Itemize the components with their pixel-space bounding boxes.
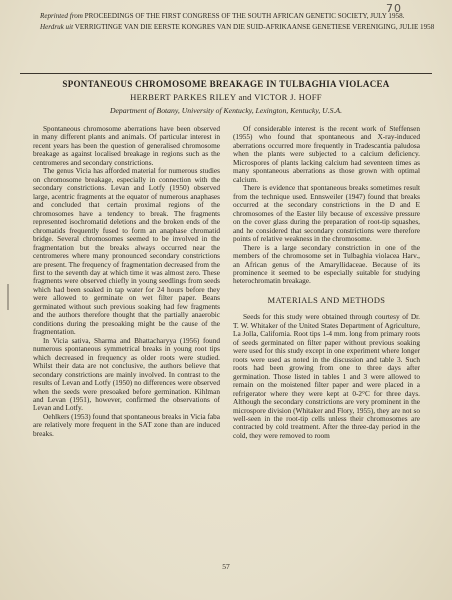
header-divider: [20, 73, 432, 74]
paragraph: Of considerable interest is the recent work of Steffensen (1955) who found that spontaneous and X-ray-induced aberrations occurred more frequently in Tradescantia paludosa when the plants were subjected to a calcium deficiency. Microspores of plants lacking calcium had seventeen times as many spontaneous aberrations as those grown with optimal calcium.: [233, 124, 420, 184]
paragraph: There is evidence that spontaneous breaks sometimes result from the technique used. Ennsweiler (1947) found that breaks occurred at the secondary constrictions in the D and E chromosomes of the Easter lily because of excessive pressure on the cover glass during the preparation of root-tip squashes, and he considered that secondary constrictions were therefore points of relative weakness in the chromosome.: [233, 183, 420, 244]
herdruk-lead: Herdruk uit: [40, 22, 74, 31]
herdruk-source: VERRIGTINGE VAN DIE EERSTE KONGRES VAN DIE SUID-AFRIKAANSE GENETIESE VERENIGING, JULIE 1958: [74, 22, 435, 31]
reprint-lead: Reprinted from: [40, 12, 83, 20]
right-column: [233, 125, 420, 440]
paper-authors: HERBERT PARKES RILEY and VICTOR J. HOFF: [130, 92, 322, 102]
paragraph: Oehlkers (1953) found that spontaneous breaks in Vicia faba are relatively more frequent in the SAT zone than are induced breaks.: [33, 411, 220, 438]
paragraph: Spontaneous chromosome aberrations have been observed in many different plants and animals. Of particular interest in recent years has been the question of generalised chromosome breakage as against localised breakage in regions such as the centromeres and secondary constrictions.: [33, 124, 220, 167]
paper-affiliation: Department of Botany, University of Kentucky, Lexington, Kentucky, U.S.A.: [109, 106, 343, 115]
left-column: [33, 125, 220, 438]
paper-title: SPONTANEOUS CHROMOSOME BREAKAGE IN TULBAGHIA VIOLACEA: [62, 79, 390, 89]
reprint-source: PROCEEDINGS OF THE FIRST CONGRESS OF THE SOUTH AFRICAN GENETIC SOCIETY, JULY 1958.: [84, 12, 405, 20]
paragraph: There is a large secondary constriction in one of the members of the chromosome set in Tulbaghia violacea Harv., an African genus of the Amaryllidaceae. Because of its prominence it seemed to be especially suitable for studying heterochromatin breakage.: [233, 242, 420, 286]
handwritten-page-number: 70: [386, 2, 402, 15]
paragraph: Seeds for this study were obtained through courtesy of Dr. T. W. Whitaker of the United States Department of Agriculture, La Jolla, California. Root tips 1-4 mm. long from primary roots of seeds germinated on filter paper without previous soaking were used for this study except in one experiment where longer roots were used as noted in the discussion and table 3. Such roots had been growing from one to three days after germination. Those listed in tables 1 and 3 were allowed to remain on the moistened filter paper and were placed in a refrigerator where they were kept at 0-2°C for three days. Although the secondary constrictions are very prominent in the microspore division (Whitaker and Flory, 1955), they are not so well-seen in the root-tip cells unless their chromosomes are contracted by cold treatment. After the three-day period in the cold, they were removed to room: [233, 312, 420, 440]
pencil-margin-mark: [6, 283, 10, 311]
section-heading: MATERIALS AND METHODS: [267, 295, 386, 305]
herdruk-line: [40, 24, 440, 32]
page-number: 57: [222, 562, 230, 571]
paragraph: In Vicia sativa, Sharma and Bhattacharyya (1956) found numerous spontaneous symmetrical breaks in young root tips which decreased in frequency as older roots were studied. Whilst their data are not conclusive, the authors believe that secondary constrictions are mainly involved. In contrast to the results of Levan and Lotfy (1950) no differences were observed when the seeds were presoaked before germination. Kihlman and Levan (1951), however, confirmed the observations of Levan and Lotfy.: [33, 335, 220, 413]
reprint-header: [40, 13, 440, 34]
paragraph: The genus Vicia has afforded material for numerous studies on chromosome breakage, especially in connection with the secondary constrictions. Levan and Lotfy (1950) observed large, acentric fragments at the equator of numerous anaphases and concluded that certain proximal regions of the chromosomes have a tendency to break. The fragments represented isochromatid deletions and the broken ends of the chromatids frequently fused to form an anaphase chromatid bridge. Several chromosomes seemed to be involved in the fragmentation but the breaks always occurred near the centromeres where many pronounced secondary constrictions are present. The frequency of fragmentation decreased from the first to the seventh day at which time it was almost zero. These fragments were observed chiefly in young seedlings from seeds which had been soaked in tap water for 24 hours before they were allowed to germinate on wet filter paper. Beans germinated without such previous soaking had few fragments and the authors therefore thought that the partially anaerobic conditions during the presoaking might be the cause of the fragmentation.: [33, 166, 220, 337]
reprint-line: [40, 13, 440, 21]
